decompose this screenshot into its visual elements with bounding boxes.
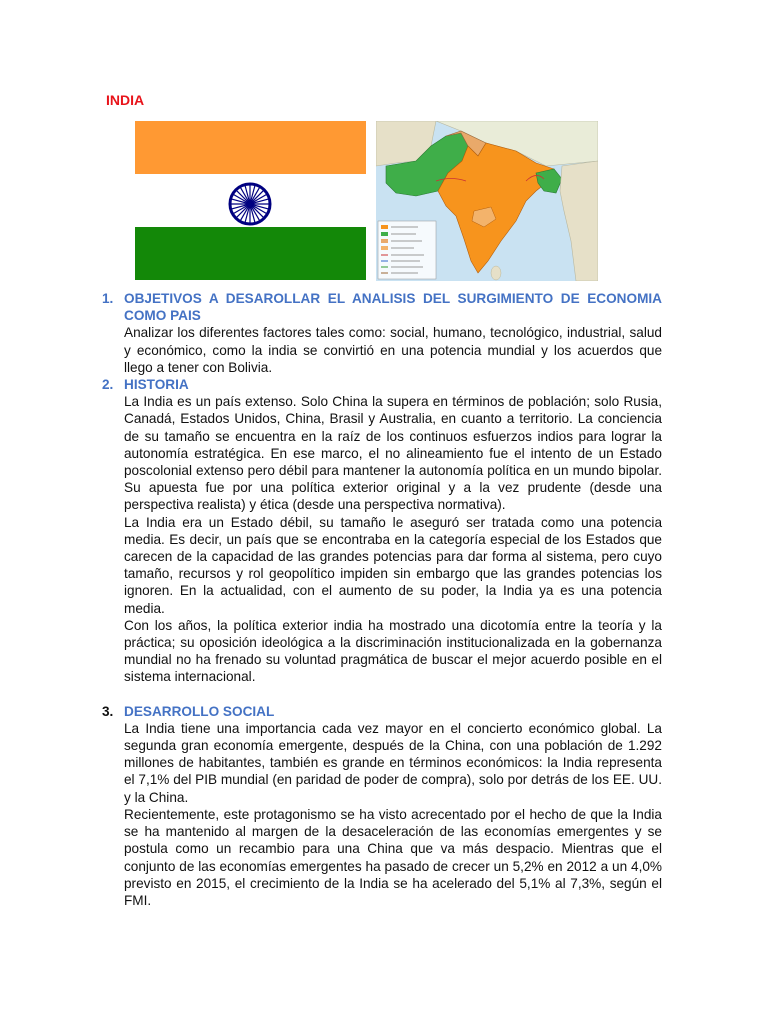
section-number: 3. — [102, 703, 114, 719]
section-heading: HISTORIA — [124, 377, 189, 393]
paragraph: Analizar los diferentes factores tales como: social, humano, tecnológico, industrial, salud y económico, como la india se convirtió en una potencia mundial y los acuerdos que llego a tener con Bolivia. — [124, 325, 662, 375]
section-number: 2. — [102, 377, 114, 393]
document-body — [102, 290, 662, 909]
section-historia — [102, 376, 662, 686]
paragraph: La India es un país extenso. Solo China la supera en términos de población; solo Rusia, Canadá, Estados Unidos, China, Brasil y Australia, en cuanto a territorio. La conciencia de su tamaño se encuentra en la raíz de los continuos esfuerzos indios para lograr la autonomía estratégica. En ese marco, el no alineamiento fue el intento de un Estado poscolonial extenso pero débil para mantener la autonomía política en un mundo bipolar. Su apuesta fue por una política exterior original y a la vez prudente (desde una perspectiva realista) y ética (desde una perspectiva normativa). — [124, 394, 662, 513]
section-objetivos — [102, 290, 662, 376]
ashoka-chakra-icon — [230, 184, 270, 224]
section-number: 1. — [102, 291, 114, 306]
flag-green-band — [135, 227, 366, 280]
map-ceylon — [491, 266, 501, 280]
india-flag-image — [135, 121, 366, 280]
section-desarrollo-social — [102, 703, 662, 909]
section-heading: OBJETIVOS A DESAROLLAR EL ANALISIS DEL SURGIMIENTO DE ECONOMIA COMO PAIS — [124, 291, 662, 324]
paragraph: Con los años, la política exterior india ha mostrado una dicotomía entre la teoría y la práctica; su oposición ideológica a la discriminación institucionalizada en la gobernanza mundial no ha frenado su voluntad pragmática de buscar el mejor acuerdo posible en el sistema internacional. — [124, 617, 662, 685]
south-asia-map-image — [376, 121, 598, 281]
flag-saffron-band — [135, 121, 366, 174]
paragraph: La India tiene una importancia cada vez mayor en el concierto económico global. La segunda gran economía emergente, después de la China, con una población de 1.292 millones de habitantes, también es grande en términos económicos: la India representa el 7,1% del PIB mundial (en paridad de poder de compra), solo por detrás de los EE. UU. y la China. — [124, 720, 662, 805]
map-legend — [378, 221, 436, 279]
section-heading: DESARROLLO SOCIAL — [124, 703, 275, 719]
document-title: INDIA — [106, 92, 145, 108]
paragraph: La India era un Estado débil, su tamaño le aseguró ser tratada como una potencia media. Es decir, un país que se encontraba en la categoría especial de los Estados que carecen de la capacidad de las grandes potencias para dar forma al sistema, pero cuyo tamaño, recursos y rol geopolítico impiden sin embargo que las grandes potencias los ignoren. En la actualidad, con el aumento de su poder, la India ya es una potencia media. — [124, 514, 662, 616]
paragraph: Recientemente, este protagonismo se ha visto acrecentado por el hecho de que la India se ha mantenido al margen de la desaceleración de las economías emergentes y se postula como un recambio para una China que va más despacio. Mientras que el conjunto de las economías emergentes ha pasado de crecer un 5,2% en 2012 a un 4,0% previsto en 2015, el crecimiento de la India se ha acelerado del 5,1% al 7,3%, según el FMI. — [124, 806, 662, 908]
